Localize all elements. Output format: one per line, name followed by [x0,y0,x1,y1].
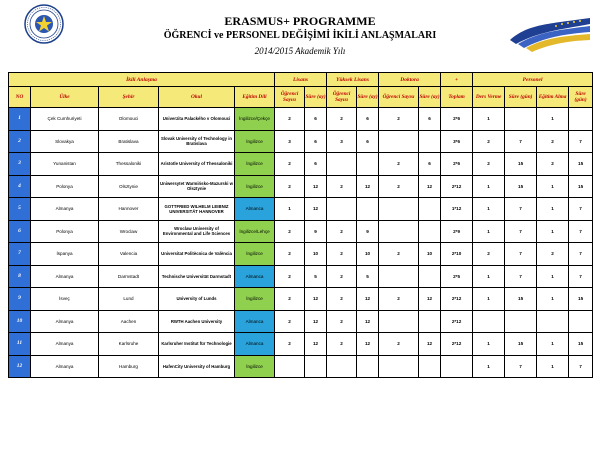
teaching-duration-cell: 7 [505,130,537,153]
col-lisans-sure-ay: Süre (ay) [305,87,327,108]
country-cell: Polonya [31,220,99,243]
group-ikili-anlasma: İkili Anlaşma [9,73,275,87]
doktora-duration-cell: 12 [419,333,441,356]
yuksek-duration-cell: 12 [357,175,379,198]
lisans-duration-cell: 12 [305,175,327,198]
teaching-duration-cell [505,310,537,333]
yuksek-count-cell: 2 [327,265,357,288]
lisans-duration-cell: 12 [305,333,327,356]
lisans-count-cell: 2 [275,220,305,243]
training-count-cell: 1 [537,108,569,131]
teaching-count-cell: 1 [473,175,505,198]
doktora-count-cell: 2 [379,108,419,131]
doktora-duration-cell [419,198,441,221]
training-count-cell: 2 [537,243,569,266]
col-ders-sure-gun: Süre (gün) [505,87,537,108]
teaching-duration-cell: 7 [505,355,537,378]
teaching-duration-cell [505,108,537,131]
lisans-duration-cell: 10 [305,243,327,266]
city-cell: Karlsruhe [99,333,159,356]
yuksek-count-cell [327,355,357,378]
lisans-count-cell: 2 [275,175,305,198]
yuksek-count-cell: 2 [327,333,357,356]
table-row [9,220,593,243]
doktora-duration-cell: 6 [419,153,441,176]
country-cell: Almanya [31,355,99,378]
teaching-duration-cell: 15 [505,288,537,311]
language-cell: Almanca [235,310,275,333]
country-cell: Çek Cumhuriyeti [31,108,99,131]
lisans-count-cell: 3 [275,130,305,153]
doktora-duration-cell [419,265,441,288]
city-cell: Darmstadt [99,265,159,288]
doktora-count-cell [379,355,419,378]
teaching-duration-cell: 7 [505,265,537,288]
table-row [9,198,593,221]
language-cell: İngilizce [235,355,275,378]
col-okul: Okul [159,87,235,108]
teaching-count-cell: 1 [473,220,505,243]
table-row [9,108,593,131]
row-number: 12 [9,355,31,378]
training-count-cell: 2 [537,153,569,176]
row-number: 9 [9,288,31,311]
language-cell: İngilizce [235,175,275,198]
country-cell: Almanya [31,198,99,221]
group-doktora: Doktora [379,73,441,87]
lisans-duration-cell: 12 [305,310,327,333]
doktora-count-cell: 2 [379,153,419,176]
teaching-count-cell [473,310,505,333]
school-cell: HafenCity University of Hamburg [159,355,235,378]
country-cell: Almanya [31,265,99,288]
yuksek-duration-cell: 12 [357,333,379,356]
table-row [9,175,593,198]
city-cell: Wroclaw [99,220,159,243]
doktora-count-cell [379,198,419,221]
yuksek-duration-cell: 6 [357,108,379,131]
yuksek-count-cell: 2 [327,108,357,131]
agreements-table [8,72,593,378]
school-cell: Slovak University of Technology in Bratislava [159,130,235,153]
row-number: 6 [9,220,31,243]
teaching-count-cell: 1 [473,288,505,311]
training-count-cell: 1 [537,175,569,198]
yuksek-count-cell [327,198,357,221]
col-egitim-sure-gun: Süre (gün) [569,87,593,108]
row-number: 10 [9,310,31,333]
row-number: 8 [9,265,31,288]
lisans-duration-cell [305,355,327,378]
language-cell: İngilizce/Çekçe [235,108,275,131]
lisans-duration-cell: 9 [305,220,327,243]
city-cell: Hamburg [99,355,159,378]
lisans-count-cell: 2 [275,288,305,311]
table-row [9,288,593,311]
training-count-cell: 1 [537,198,569,221]
country-cell: Almanya [31,310,99,333]
total-cell: 2*6 [441,108,473,131]
language-cell: Almanca [235,265,275,288]
city-cell: Bratislava [99,130,159,153]
doktora-duration-cell: 6 [419,108,441,131]
city-cell: Aachen [99,310,159,333]
col-doktora-ogrenci-sayisi: Öğrenci Sayısı [379,87,419,108]
lisans-count-cell: 2 [275,243,305,266]
school-cell: Universitat Politècnica de València [159,243,235,266]
total-cell: 2*5 [441,265,473,288]
school-cell: Technische Universität Darmstadt [159,265,235,288]
training-count-cell: 1 [537,333,569,356]
training-duration-cell: 7 [569,243,593,266]
teaching-duration-cell: 7 [505,198,537,221]
page-title: ERASMUS+ PROGRAMME [224,14,376,28]
col-doktora-sure-ay: Süre (ay) [419,87,441,108]
col-yuksek-ogrenci-sayisi: Öğrenci Sayısı [327,87,357,108]
language-cell: Almanca [235,333,275,356]
col-no: NO [9,87,31,108]
group-personel: Personel [473,73,593,87]
teaching-count-cell: 2 [473,153,505,176]
yuksek-duration-cell [357,153,379,176]
doktora-count-cell: 2 [379,333,419,356]
teaching-count-cell: 2 [473,243,505,266]
agreements-rows [9,108,593,378]
doktora-count-cell [379,130,419,153]
training-duration-cell: 7 [569,198,593,221]
teaching-count-cell: 1 [473,333,505,356]
school-cell: Wroclaw University of Environmental and Life Sciences [159,220,235,243]
row-number: 2 [9,130,31,153]
lisans-count-cell: 2 [275,310,305,333]
school-cell: RWTH Aachen University [159,310,235,333]
country-cell: İspanya [31,243,99,266]
total-cell: 2*6 [441,153,473,176]
teaching-count-cell: 1 [473,265,505,288]
training-duration-cell: 7 [569,265,593,288]
group-plus: + [441,73,473,87]
lisans-duration-cell: 6 [305,130,327,153]
school-cell: GOTTFRIED WILHELM LEIBNIZ UNIVERSITÄT HANNOVER [159,198,235,221]
country-cell: İsveç [31,288,99,311]
lisans-duration-cell: 12 [305,288,327,311]
language-cell: İngilizce [235,288,275,311]
lisans-duration-cell: 6 [305,108,327,131]
yuksek-count-cell: 2 [327,175,357,198]
city-cell: Thessaloniki [99,153,159,176]
teaching-count-cell: 2 [473,130,505,153]
language-cell: İngilizce [235,243,275,266]
table-row [9,333,593,356]
yuksek-count-cell: 2 [327,288,357,311]
school-cell: Univerzita Palackého v Olomouci [159,108,235,131]
table-row [9,153,593,176]
training-duration-cell: 15 [569,288,593,311]
school-cell: University of Lunds [159,288,235,311]
group-lisans: Lisans [275,73,327,87]
col-egitim-dili: Eğitim Dili [235,87,275,108]
lisans-duration-cell: 6 [305,153,327,176]
table-row [9,310,593,333]
doktora-duration-cell: 12 [419,288,441,311]
yuksek-count-cell [327,153,357,176]
row-number: 11 [9,333,31,356]
lisans-count-cell: 2 [275,265,305,288]
yuksek-count-cell: 2 [327,310,357,333]
yuksek-duration-cell [357,355,379,378]
doktora-count-cell: 2 [379,288,419,311]
city-cell: Olsztynie [99,175,159,198]
total-cell: 2*12 [441,333,473,356]
teaching-count-cell: 1 [473,108,505,131]
lisans-duration-cell: 5 [305,265,327,288]
training-duration-cell: 15 [569,153,593,176]
city-cell: Olomouci [99,108,159,131]
doktora-duration-cell: 12 [419,175,441,198]
language-cell: İngilizce [235,153,275,176]
table-row [9,243,593,266]
doktora-count-cell: 2 [379,175,419,198]
training-count-cell: 2 [537,130,569,153]
lisans-count-cell: 2 [275,333,305,356]
doktora-count-cell [379,310,419,333]
lisans-duration-cell: 12 [305,198,327,221]
total-cell: 2*12 [441,175,473,198]
lisans-count-cell [275,355,305,378]
academic-year: 2014/2015 Akademik Yılı [254,46,346,56]
table-row [9,355,593,378]
total-cell: 2*10 [441,243,473,266]
page-subtitle: ÖĞRENCİ ve PERSONEL DEĞİŞİMİ İKİLİ ANLAŞMALARI [163,30,437,41]
yuksek-duration-cell: 12 [357,288,379,311]
col-lisans-ogrenci-sayisi: Öğrenci Sayısı [275,87,305,108]
lisans-count-cell: 2 [275,153,305,176]
language-cell: İngilizce/Lehçe [235,220,275,243]
doktora-duration-cell [419,310,441,333]
col-ders-verme: Ders Verme [473,87,505,108]
yuksek-count-cell: 2 [327,243,357,266]
doktora-duration-cell: 10 [419,243,441,266]
col-egitim-alma: Eğitim Alma [537,87,569,108]
row-number: 1 [9,108,31,131]
yuksek-count-cell: 2 [327,220,357,243]
yuksek-count-cell: 3 [327,130,357,153]
teaching-duration-cell: 15 [505,153,537,176]
table-row [9,130,593,153]
yuksek-duration-cell: 10 [357,243,379,266]
doktora-duration-cell [419,130,441,153]
row-number: 4 [9,175,31,198]
school-cell: Aristotle University of Thessaloniki [159,153,235,176]
training-duration-cell: 15 [569,333,593,356]
doktora-duration-cell [419,220,441,243]
city-cell: Hannover [99,198,159,221]
teaching-duration-cell: 7 [505,243,537,266]
city-cell: Lund [99,288,159,311]
col-toplam: Toplam [441,87,473,108]
total-cell: 2*12 [441,310,473,333]
training-count-cell [537,310,569,333]
country-cell: Yunanistan [31,153,99,176]
training-count-cell: 1 [537,355,569,378]
col-sehir: Şehir [99,87,159,108]
teaching-duration-cell: 15 [505,333,537,356]
group-header-row [9,73,593,87]
training-count-cell: 1 [537,288,569,311]
col-ulke: Ülke [31,87,99,108]
teaching-count-cell: 1 [473,355,505,378]
country-cell: Polonya [31,175,99,198]
language-cell: Almanca [235,198,275,221]
training-duration-cell: 7 [569,355,593,378]
teaching-duration-cell: 15 [505,175,537,198]
doktora-count-cell: 2 [379,243,419,266]
lisans-count-cell: 1 [275,198,305,221]
row-number: 7 [9,243,31,266]
training-duration-cell: 15 [569,175,593,198]
training-duration-cell: 7 [569,220,593,243]
doktora-count-cell [379,265,419,288]
training-count-cell: 1 [537,265,569,288]
training-duration-cell [569,108,593,131]
school-cell: Uniwersytet Warmińsko-Mazurski w Olsztynie [159,175,235,198]
language-cell: İngilizce [235,130,275,153]
row-number: 5 [9,198,31,221]
teaching-duration-cell: 7 [505,220,537,243]
yuksek-duration-cell: 12 [357,310,379,333]
table-row [9,265,593,288]
row-number: 3 [9,153,31,176]
training-duration-cell [569,310,593,333]
teaching-count-cell: 1 [473,198,505,221]
country-cell: Almanya [31,333,99,356]
yuksek-duration-cell [357,198,379,221]
yuksek-duration-cell: 9 [357,220,379,243]
school-cell: Karlsruher Institut für Technologie [159,333,235,356]
group-yuksek-lisans: Yüksek Lisans [327,73,379,87]
total-cell [441,355,473,378]
doktora-duration-cell [419,355,441,378]
lisans-count-cell: 2 [275,108,305,131]
col-yuksek-sure-ay: Süre (ay) [357,87,379,108]
yuksek-duration-cell: 5 [357,265,379,288]
total-cell: 3*6 [441,130,473,153]
country-cell: Slovakya [31,130,99,153]
total-cell: 1*12 [441,198,473,221]
training-duration-cell: 7 [569,130,593,153]
doktora-count-cell [379,220,419,243]
training-count-cell: 1 [537,220,569,243]
total-cell: 2*12 [441,288,473,311]
city-cell: Valencia [99,243,159,266]
total-cell: 2*9 [441,220,473,243]
yuksek-duration-cell: 6 [357,130,379,153]
column-header-row [9,87,593,108]
